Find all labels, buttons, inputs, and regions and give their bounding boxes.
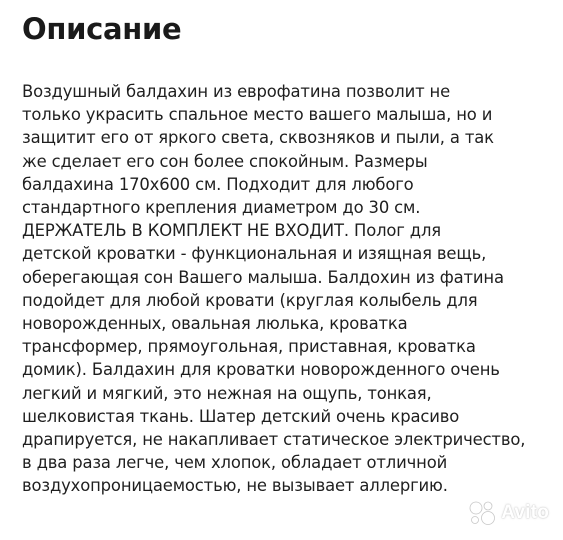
description-line: легкий и мягкий, это нежная на ощупь, тонкая,: [22, 383, 432, 403]
description-line: воздухопроницаемостью, не вызывает аллергию.: [22, 476, 448, 496]
description-line: балдахина 170х600 см. Подходит для любого: [22, 174, 414, 194]
description-line: Воздушный балдахин из еврофатина позволит не: [22, 82, 451, 101]
description-line: ДЕРЖАТЕЛЬ В КОМПЛЕКТ НЕ ВХОДИТ. Полог для: [22, 221, 442, 241]
watermark-text: Avito: [501, 502, 549, 523]
description-line: шелковистая ткань. Шатер детский очень красиво: [22, 406, 460, 426]
section-title: Описание: [22, 12, 182, 46]
description-text: [22, 80, 541, 498]
description-line: в два раза легче, чем хлопок, обладает отличной: [22, 453, 448, 473]
description-line: только украсить спальное место вашего малыша, но и: [22, 105, 493, 125]
description-line: оберегающая сон Вашего малыша. Балдохин из фатина: [22, 267, 504, 287]
description-line: драпируется, не накапливает статическое электричество,: [22, 430, 526, 450]
description-line: новорожденных, овальная люлька, кроватка: [22, 314, 408, 334]
description-line: подойдет для любой кровати (круглая колыбель для: [22, 290, 478, 310]
avito-watermark: [467, 500, 549, 526]
avito-logo-icon: [467, 500, 497, 526]
description-line: трансформер, прямоугольная, приставная, кроватка: [22, 337, 476, 357]
description-line: домик). Балдахин для кроватки новорожденного очень: [22, 360, 500, 380]
description-line: же сделает его сон более спокойным. Размеры: [22, 151, 428, 171]
description-line: стандартного крепления диаметром до 30 см.: [22, 198, 421, 218]
description-line: защитит его от яркого света, сквозняков и пыли, а так: [22, 128, 494, 148]
description-line: детской кроватки - функциональная и изящная вещь,: [22, 244, 487, 264]
